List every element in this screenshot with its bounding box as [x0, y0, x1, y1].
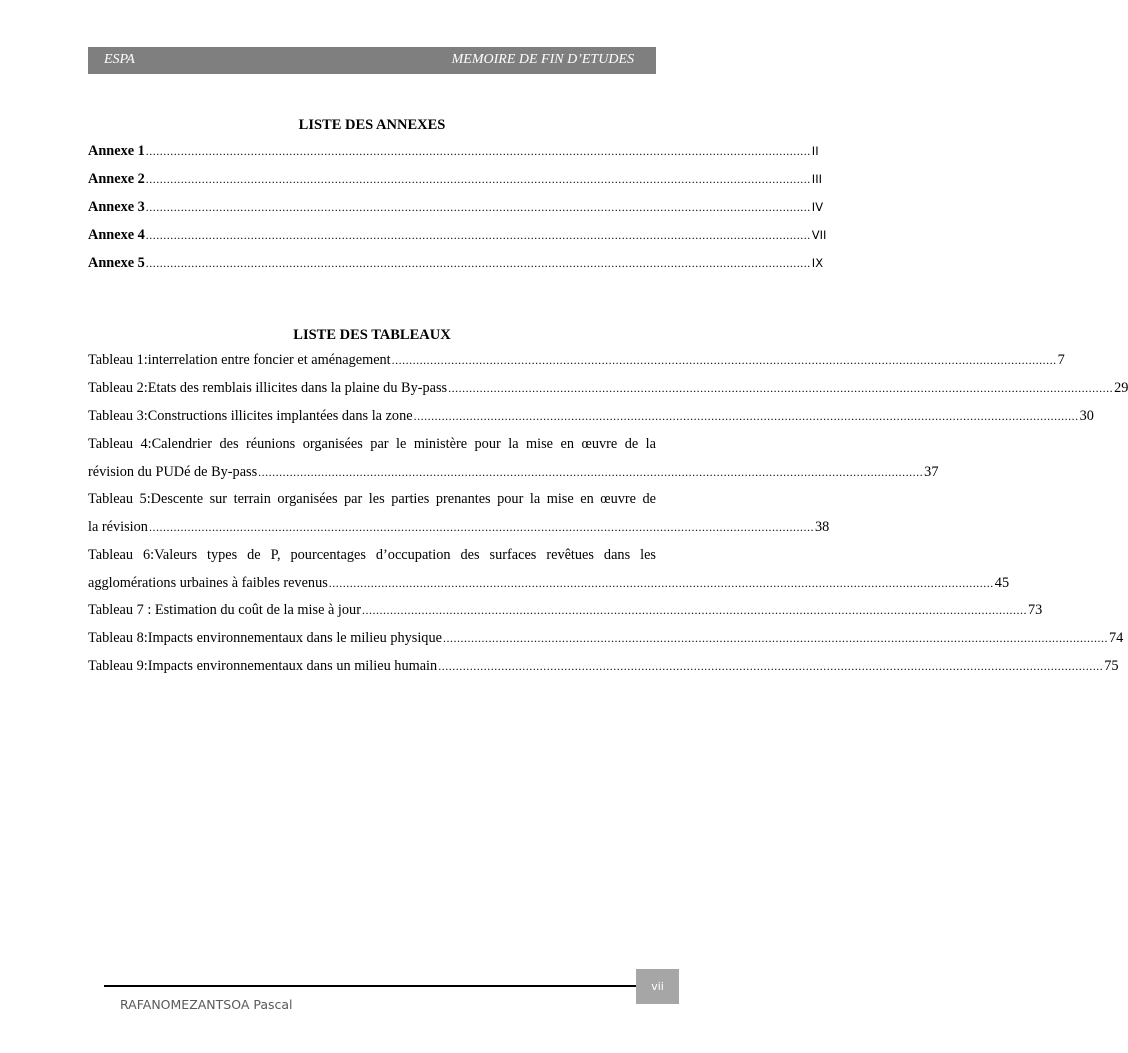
- dot-leader: ..............................................................................................................................................................................................: [145, 144, 811, 158]
- tableau-entry-line1[interactable]: Tableau 6:Valeurs types de P, pourcentages d’occupation des surfaces revêtues dans les: [88, 547, 656, 563]
- annexe-label: Annexe 5: [88, 255, 145, 271]
- tableau-entry[interactable]: [88, 408, 1094, 428]
- annexe-page: IV: [811, 200, 824, 214]
- annexe-entry[interactable]: [88, 199, 824, 219]
- tableau-entry[interactable]: [88, 658, 1119, 678]
- annexe-entry[interactable]: [88, 143, 819, 163]
- annexe-page: II: [811, 144, 819, 158]
- dot-leader: ..............................................................................................................................................................................................: [442, 631, 1108, 645]
- dot-leader: ..............................................................................................................................................................................................: [438, 659, 1104, 673]
- footer-divider: [104, 985, 636, 987]
- tableau-page: 73: [1027, 602, 1043, 618]
- dot-leader: ..............................................................................................................................................................................................: [258, 465, 924, 479]
- annexe-entry[interactable]: [88, 171, 822, 191]
- tableau-entry[interactable]: [88, 630, 1124, 650]
- tableau-entry[interactable]: [88, 380, 1128, 400]
- tableau-entry-line1[interactable]: Tableau 4:Calendrier des réunions organisées par le ministère pour la mise en œuvre de la: [88, 436, 656, 452]
- annexe-entry[interactable]: [88, 227, 827, 247]
- tableau-entry[interactable]: [88, 519, 830, 539]
- annexe-label: Annexe 2: [88, 171, 145, 187]
- header-right: MEMOIRE DE FIN D’ETUDES: [451, 52, 634, 67]
- tableau-entry[interactable]: [88, 575, 1010, 595]
- tableau-label: Tableau 1:interrelation entre foncier et aménagement: [88, 352, 391, 368]
- annexe-page: III: [811, 172, 822, 186]
- tableau-entry[interactable]: [88, 602, 1043, 622]
- tableau-page: 37: [924, 464, 939, 480]
- tableau-page: 74: [1108, 630, 1124, 646]
- tableau-label: Tableau 3:Constructions illicites implantées dans la zone: [88, 408, 413, 424]
- dot-leader: ..............................................................................................................................................................................................: [148, 520, 814, 534]
- tableau-entry-line1[interactable]: Tableau 5:Descente sur terrain organisées par les parties prenantes pour la mise en œuvre de: [88, 491, 656, 507]
- footer-author: RAFANOMEZANTSOA Pascal: [120, 997, 293, 1012]
- dot-leader: ..............................................................................................................................................................................................: [391, 353, 1057, 367]
- tableau-page: 30: [1079, 408, 1094, 424]
- dot-leader: ..............................................................................................................................................................................................: [145, 200, 811, 214]
- tableau-label: Tableau 9:Impacts environnementaux dans un milieu humain: [88, 658, 438, 674]
- tableau-label: révision du PUDé de By-pass: [88, 464, 258, 480]
- tableau-label: la révision: [88, 519, 148, 535]
- dot-leader: ..............................................................................................................................................................................................: [413, 409, 1079, 423]
- tableau-page: 7: [1057, 352, 1065, 368]
- tableau-entry[interactable]: [88, 352, 1065, 372]
- annexes-title: LISTE DES ANNEXES: [298, 117, 446, 133]
- tableau-page: 75: [1104, 658, 1119, 674]
- page-number: vii: [636, 969, 679, 1004]
- tableau-page: 29: [1114, 380, 1128, 396]
- dot-leader: ..............................................................................................................................................................................................: [328, 576, 994, 590]
- tableau-label: Tableau 2:Etats des remblais illicites dans la plaine du By-pass: [88, 380, 448, 396]
- tableau-label: agglomérations urbaines à faibles revenus: [88, 575, 328, 591]
- annexe-label: Annexe 3: [88, 199, 145, 215]
- dot-leader: ..............................................................................................................................................................................................: [145, 172, 811, 186]
- tableau-entry[interactable]: [88, 464, 939, 484]
- tableau-page: 45: [994, 575, 1010, 591]
- annexe-page: VII: [811, 228, 827, 242]
- page-header: [88, 47, 656, 74]
- dot-leader: ..............................................................................................................................................................................................: [145, 256, 811, 270]
- annexe-page: IX: [811, 256, 824, 270]
- dot-leader: ..............................................................................................................................................................................................: [145, 228, 811, 242]
- annexe-entry[interactable]: [88, 255, 824, 275]
- dot-leader: ..............................................................................................................................................................................................: [448, 381, 1114, 395]
- tableau-label: Tableau 8:Impacts environnementaux dans le milieu physique: [88, 630, 442, 646]
- dot-leader: ..............................................................................................................................................................................................: [361, 603, 1027, 617]
- tableau-label: Tableau 7 : Estimation du coût de la mise à jour: [88, 602, 361, 618]
- header-left: ESPA: [104, 52, 135, 67]
- tableau-page: 38: [814, 519, 830, 535]
- annexe-label: Annexe 1: [88, 143, 145, 159]
- annexe-label: Annexe 4: [88, 227, 145, 243]
- tableaux-title: LISTE DES TABLEAUX: [293, 327, 451, 343]
